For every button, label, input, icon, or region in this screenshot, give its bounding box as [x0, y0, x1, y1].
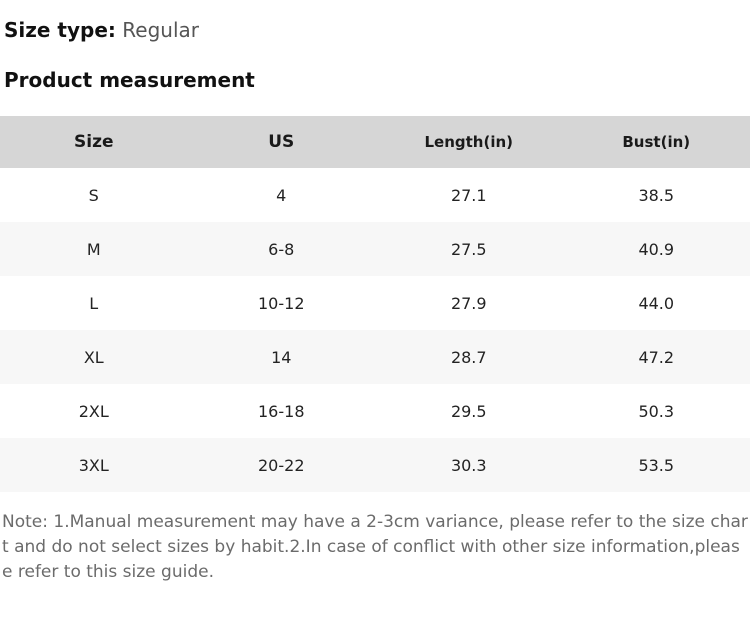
- column-header-length: Length(in): [375, 116, 563, 168]
- cell-us: 6-8: [188, 222, 376, 276]
- cell-bust: 44.0: [563, 276, 750, 330]
- page-title: Product measurement: [4, 68, 255, 92]
- cell-size: M: [0, 222, 188, 276]
- cell-us: 20-22: [188, 438, 376, 492]
- cell-length: 27.9: [375, 276, 563, 330]
- size-type-row: [0, 0, 750, 44]
- cell-size: XL: [0, 330, 188, 384]
- table-row: [0, 222, 750, 276]
- table-row: [0, 168, 750, 222]
- column-header-us: US: [188, 116, 376, 168]
- cell-length: 27.1: [375, 168, 563, 222]
- cell-size: 2XL: [0, 384, 188, 438]
- measurement-table: [0, 116, 750, 492]
- cell-bust: 38.5: [563, 168, 750, 222]
- cell-length: 29.5: [375, 384, 563, 438]
- size-type-label: Size type:: [4, 18, 116, 42]
- cell-us: 14: [188, 330, 376, 384]
- table-header-row: [0, 116, 750, 168]
- cell-length: 30.3: [375, 438, 563, 492]
- cell-length: 28.7: [375, 330, 563, 384]
- cell-size: S: [0, 168, 188, 222]
- measurement-note: Note: 1.Manual measurement may have a 2-3cm variance, please refer to the size chart and do not select sizes by habit.2.In case of conflict with other size information,please refer to this size guide.: [2, 512, 748, 582]
- cell-size: 3XL: [0, 438, 188, 492]
- column-header-size: Size: [0, 116, 188, 168]
- size-type-value: Regular: [122, 18, 199, 42]
- cell-us: 10-12: [188, 276, 376, 330]
- cell-us: 16-18: [188, 384, 376, 438]
- cell-bust: 47.2: [563, 330, 750, 384]
- column-header-bust: Bust(in): [563, 116, 750, 168]
- cell-length: 27.5: [375, 222, 563, 276]
- cell-us: 4: [188, 168, 376, 222]
- table-row: [0, 384, 750, 438]
- table-row: [0, 438, 750, 492]
- cell-bust: 50.3: [563, 384, 750, 438]
- table-row: [0, 330, 750, 384]
- cell-bust: 53.5: [563, 438, 750, 492]
- table-row: [0, 276, 750, 330]
- cell-bust: 40.9: [563, 222, 750, 276]
- cell-size: L: [0, 276, 188, 330]
